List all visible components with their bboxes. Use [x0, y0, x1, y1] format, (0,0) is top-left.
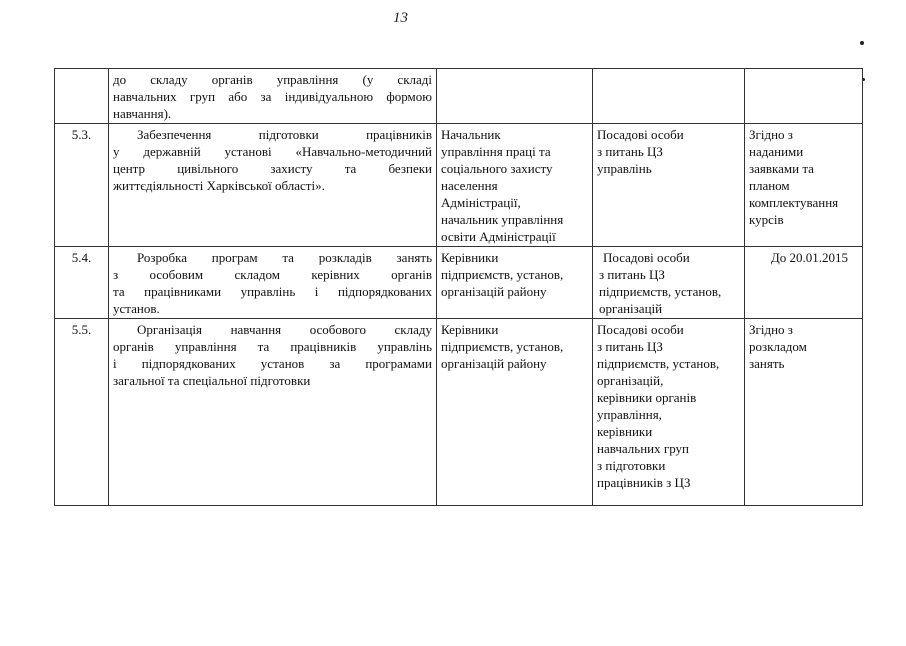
participants-line: Посадові особи	[603, 250, 690, 265]
responsible-line: освіти Адміністрації	[441, 229, 556, 244]
task-line: у державній установі «Навчально-методичний	[113, 144, 432, 159]
deadline-line: курсів	[749, 212, 784, 227]
responsible-line: Керівники	[441, 250, 499, 265]
task-line: Розробка програм та розкладів занять	[137, 250, 432, 265]
row-number-cell: 5.3.	[55, 124, 109, 247]
participants-line: організацій	[599, 301, 663, 316]
task-line: органів управління та працівників управлінь	[113, 339, 432, 354]
deadline-cell	[745, 247, 863, 319]
deadline-cell	[745, 124, 863, 247]
participants-cell	[593, 319, 745, 506]
responsible-line: Керівники	[441, 322, 499, 337]
scan-speck	[860, 41, 864, 45]
deadline-line: планом	[749, 178, 790, 193]
task-line: до складу органів управління (у складі	[113, 72, 432, 87]
participants-line: керівники органів	[597, 390, 697, 405]
participants-line: працівників з ЦЗ	[597, 475, 691, 490]
participants-line: керівники	[597, 424, 653, 439]
participants-line: підприємств, установ,	[597, 356, 720, 371]
deadline-line: заявками та	[749, 161, 814, 176]
participants-cell	[593, 247, 745, 319]
task-cell	[109, 124, 437, 247]
plan-table	[54, 68, 863, 506]
page-number: 13	[393, 10, 408, 26]
participants-line: навчальних груп	[597, 441, 689, 456]
responsible-line: управління праці та	[441, 144, 551, 159]
row-number-cell	[55, 69, 109, 124]
participants-line: організацій,	[597, 373, 664, 388]
participants-line: Посадові особи	[597, 127, 684, 142]
deadline-cell	[745, 319, 863, 506]
row-number-cell: 5.5.	[55, 319, 109, 506]
table-row	[55, 247, 863, 319]
responsible-line: населення	[441, 178, 498, 193]
participants-line: управлінь	[597, 161, 652, 176]
participants-line: з питань ЦЗ	[597, 339, 663, 354]
responsible-line: організацій району	[441, 356, 547, 371]
participants-line: з питань ЦЗ	[597, 144, 663, 159]
task-line: з особовим складом керівних органів	[113, 267, 432, 282]
task-cell	[109, 69, 437, 124]
participants-cell	[593, 69, 745, 124]
table-row	[55, 319, 863, 506]
task-line: життєдіяльності Харківської області».	[113, 178, 325, 193]
participants-line: з підготовки	[597, 458, 666, 473]
task-line: і підпорядкованих установ за програмами	[113, 356, 432, 371]
responsible-line: начальник управління	[441, 212, 564, 227]
participants-cell	[593, 124, 745, 247]
responsible-line: соціального захисту	[441, 161, 553, 176]
responsible-line: організацій району	[441, 284, 547, 299]
responsible-cell	[437, 247, 593, 319]
task-cell	[109, 247, 437, 319]
row-number-cell: 5.4.	[55, 247, 109, 319]
deadline-line: розкладом	[749, 339, 807, 354]
responsible-cell	[437, 69, 593, 124]
deadline-cell	[745, 69, 863, 124]
participants-line: підприємств, установ,	[599, 284, 722, 299]
responsible-line: Начальник	[441, 127, 501, 142]
deadline-line: занять	[749, 356, 785, 371]
task-line: та працівниками управлінь і підпорядкованих	[113, 284, 432, 299]
deadline-line: До 20.01.2015	[770, 250, 848, 265]
responsible-cell	[437, 319, 593, 506]
task-line: Забезпечення підготовки працівників	[137, 127, 432, 142]
responsible-line: підприємств, установ,	[441, 339, 564, 354]
responsible-line: Адміністрації,	[441, 195, 521, 210]
task-line: установ.	[113, 301, 160, 316]
participants-line: з питань ЦЗ	[599, 267, 665, 282]
task-line: центр цивільного захисту та безпеки	[113, 161, 432, 176]
task-line: Організація навчання особового складу	[137, 322, 432, 337]
participants-line: управління,	[597, 407, 662, 422]
task-line: навчання).	[113, 106, 172, 121]
deadline-line: наданими	[749, 144, 804, 159]
table-row	[55, 124, 863, 247]
table-row	[55, 69, 863, 124]
responsible-line: підприємств, установ,	[441, 267, 564, 282]
participants-line: Посадові особи	[597, 322, 684, 337]
task-line: навчальних груп або за індивідуальною формою	[113, 89, 432, 104]
task-line: загальної та спеціальної підготовки	[113, 373, 311, 388]
deadline-line: Згідно з	[749, 127, 793, 142]
responsible-cell	[437, 124, 593, 247]
deadline-line: комплектування	[749, 195, 839, 210]
task-cell	[109, 319, 437, 506]
deadline-line: Згідно з	[749, 322, 793, 337]
